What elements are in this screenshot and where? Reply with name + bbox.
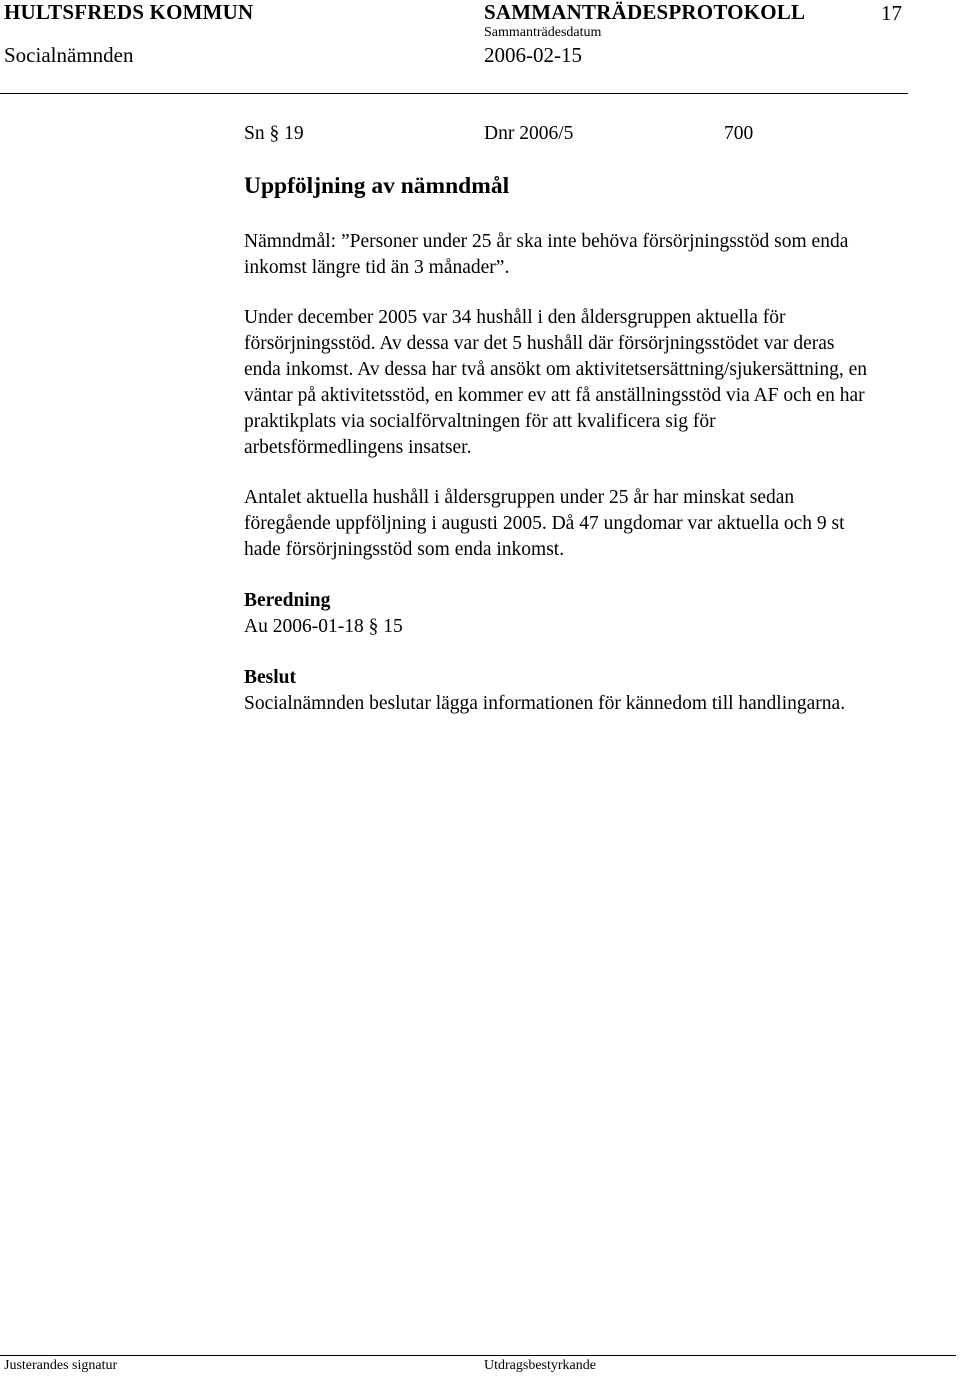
text-line: föregående uppföljning i augusti 2005. Då 47 ungdomar var aktuella och 9 st xyxy=(244,513,845,534)
date-label: Sammanträdesdatum xyxy=(484,25,602,40)
diary-number: Dnr 2006/5 xyxy=(484,123,574,144)
text-line: Nämndmål: ”Personer under 25 år ska inte behöva försörjningsstöd som enda xyxy=(244,231,849,252)
page-number: 17 xyxy=(881,1,902,25)
text-line: väntar på aktivitetsstöd, en kommer ev att få anställningsstöd via AF och en har xyxy=(244,385,865,406)
signature-label: Justerandes signatur xyxy=(4,1358,118,1373)
footer-divider xyxy=(0,1355,956,1356)
document-type: SAMMANTRÄDESPROTOKOLL xyxy=(484,0,806,24)
text-line: arbetsförmedlingens insatser. xyxy=(244,437,472,458)
text-line: Antalet aktuella hushåll i åldersgruppen under 25 år har minskat sedan xyxy=(244,487,795,508)
text-line: enda inkomst. Av dessa har två ansökt om aktivitetsersättning/sjukersättning, en xyxy=(244,359,867,380)
excerpt-label: Utdragsbestyrkande xyxy=(484,1358,596,1373)
text-line: inkomst längre tid än 3 månader”. xyxy=(244,257,510,278)
page-title: Uppföljning av nämndmål xyxy=(244,173,510,199)
text-line: försörjningsstöd. Av dessa var det 5 hushåll där försörjningsstödet var deras xyxy=(244,333,835,354)
header-divider xyxy=(0,93,908,94)
goal-paragraph xyxy=(244,229,956,281)
organization-name: HULTSFREDS KOMMUN xyxy=(4,0,254,24)
count-paragraph xyxy=(244,485,956,563)
text-line: hade försörjningsstöd som enda inkomst. xyxy=(244,539,565,560)
preparation-reference: Au 2006-01-18 § 15 xyxy=(244,616,403,637)
case-code: 700 xyxy=(724,123,754,144)
committee-name: Socialnämnden xyxy=(4,43,134,67)
meeting-date: 2006-02-15 xyxy=(484,43,582,67)
preparation-heading: Beredning xyxy=(244,590,331,611)
text-line: Under december 2005 var 34 hushåll i den åldersgruppen aktuella för xyxy=(244,307,786,328)
decision-text: Socialnämnden beslutar lägga informationen för kännedom till handlingarna. xyxy=(244,693,846,714)
text-line: praktikplats via socialförvaltningen för att kvalificera sig för xyxy=(244,411,716,432)
section-number: Sn § 19 xyxy=(244,123,304,144)
december-paragraph xyxy=(244,305,956,461)
decision-heading: Beslut xyxy=(244,667,297,688)
